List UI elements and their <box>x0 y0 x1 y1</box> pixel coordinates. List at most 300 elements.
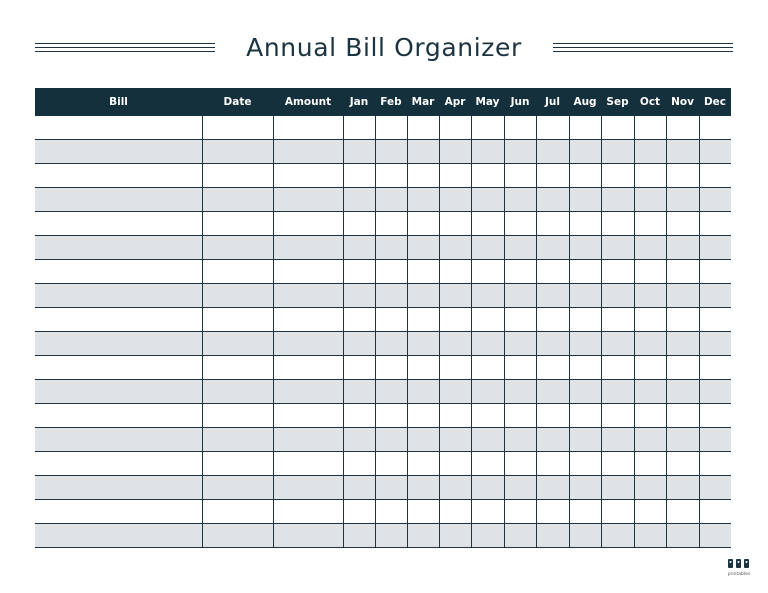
blank-cell[interactable] <box>569 452 601 476</box>
table-row <box>35 212 731 236</box>
table-header-row <box>35 88 731 116</box>
blank-cell[interactable] <box>634 212 666 236</box>
blank-cell[interactable] <box>666 524 699 548</box>
blank-cell[interactable] <box>202 260 273 284</box>
blank-cell[interactable] <box>273 140 343 164</box>
blank-cell[interactable] <box>343 524 375 548</box>
blank-cell[interactable] <box>375 236 407 260</box>
blank-cell[interactable] <box>273 284 343 308</box>
blank-cell[interactable] <box>666 380 699 404</box>
blank-cell[interactable] <box>35 164 202 188</box>
blank-cell[interactable] <box>601 236 634 260</box>
blank-cell[interactable] <box>407 260 439 284</box>
blank-cell[interactable] <box>343 164 375 188</box>
blank-cell[interactable] <box>634 116 666 140</box>
blank-cell[interactable] <box>202 404 273 428</box>
blank-cell[interactable] <box>536 284 569 308</box>
blank-cell[interactable] <box>375 260 407 284</box>
blank-cell[interactable] <box>504 332 536 356</box>
blank-cell[interactable] <box>634 380 666 404</box>
blank-cell[interactable] <box>343 236 375 260</box>
table-row <box>35 236 731 260</box>
blank-cell[interactable] <box>471 404 504 428</box>
blank-cell[interactable] <box>35 428 202 452</box>
blank-cell[interactable] <box>569 308 601 332</box>
blank-cell[interactable] <box>407 116 439 140</box>
blank-cell[interactable] <box>471 284 504 308</box>
blank-cell[interactable] <box>699 332 731 356</box>
blank-cell[interactable] <box>471 476 504 500</box>
table-row <box>35 404 731 428</box>
blank-cell[interactable] <box>569 500 601 524</box>
blank-cell[interactable] <box>504 284 536 308</box>
table-row <box>35 332 731 356</box>
blank-cell[interactable] <box>601 308 634 332</box>
blank-cell[interactable] <box>343 428 375 452</box>
blank-cell[interactable] <box>202 428 273 452</box>
blank-cell[interactable] <box>536 188 569 212</box>
blank-cell[interactable] <box>601 116 634 140</box>
blank-cell[interactable] <box>35 524 202 548</box>
table-row <box>35 356 731 380</box>
blank-cell[interactable] <box>35 404 202 428</box>
blank-cell[interactable] <box>202 476 273 500</box>
blank-cell[interactable] <box>407 140 439 164</box>
blank-cell[interactable] <box>439 188 471 212</box>
blank-cell[interactable] <box>407 212 439 236</box>
blank-cell[interactable] <box>471 332 504 356</box>
blank-cell[interactable] <box>273 500 343 524</box>
blank-cell[interactable] <box>569 380 601 404</box>
blank-cell[interactable] <box>273 476 343 500</box>
blank-cell[interactable] <box>634 524 666 548</box>
blank-cell[interactable] <box>375 404 407 428</box>
blank-cell[interactable] <box>375 164 407 188</box>
blank-cell[interactable] <box>536 236 569 260</box>
blank-cell[interactable] <box>202 332 273 356</box>
blank-cell[interactable] <box>634 308 666 332</box>
blank-cell[interactable] <box>666 356 699 380</box>
blank-cell[interactable] <box>343 284 375 308</box>
blank-cell[interactable] <box>569 284 601 308</box>
blank-cell[interactable] <box>343 452 375 476</box>
blank-cell[interactable] <box>471 260 504 284</box>
blank-cell[interactable] <box>407 524 439 548</box>
blank-cell[interactable] <box>569 140 601 164</box>
blank-cell[interactable] <box>569 476 601 500</box>
blank-cell[interactable] <box>601 404 634 428</box>
blank-cell[interactable] <box>407 236 439 260</box>
blank-cell[interactable] <box>273 236 343 260</box>
blank-cell[interactable] <box>202 356 273 380</box>
blank-cell[interactable] <box>407 188 439 212</box>
blank-cell[interactable] <box>536 428 569 452</box>
blank-cell[interactable] <box>439 524 471 548</box>
blank-cell[interactable] <box>504 164 536 188</box>
blank-cell[interactable] <box>439 308 471 332</box>
blank-cell[interactable] <box>202 140 273 164</box>
blank-cell[interactable] <box>569 428 601 452</box>
blank-cell[interactable] <box>536 332 569 356</box>
blank-cell[interactable] <box>407 428 439 452</box>
blank-cell[interactable] <box>273 524 343 548</box>
table-row <box>35 164 731 188</box>
blank-cell[interactable] <box>699 260 731 284</box>
table-row <box>35 284 731 308</box>
blank-cell[interactable] <box>471 188 504 212</box>
blank-cell[interactable] <box>439 140 471 164</box>
blank-cell[interactable] <box>569 188 601 212</box>
blank-cell[interactable] <box>273 452 343 476</box>
blank-cell[interactable] <box>504 356 536 380</box>
blank-cell[interactable] <box>699 452 731 476</box>
blank-cell[interactable] <box>634 476 666 500</box>
blank-cell[interactable] <box>35 500 202 524</box>
blank-cell[interactable] <box>504 380 536 404</box>
blank-cell[interactable] <box>202 380 273 404</box>
blank-cell[interactable] <box>375 500 407 524</box>
blank-cell[interactable] <box>634 236 666 260</box>
blank-cell[interactable] <box>439 452 471 476</box>
blank-cell[interactable] <box>471 140 504 164</box>
blank-cell[interactable] <box>439 236 471 260</box>
blank-cell[interactable] <box>699 476 731 500</box>
blank-cell[interactable] <box>375 356 407 380</box>
blank-cell[interactable] <box>35 284 202 308</box>
blank-cell[interactable] <box>35 260 202 284</box>
blank-cell[interactable] <box>375 428 407 452</box>
blank-cell[interactable] <box>375 476 407 500</box>
blank-cell[interactable] <box>202 500 273 524</box>
blank-cell[interactable] <box>699 164 731 188</box>
blank-cell[interactable] <box>471 500 504 524</box>
blank-cell[interactable] <box>343 404 375 428</box>
blank-cell[interactable] <box>273 356 343 380</box>
blank-cell[interactable] <box>536 260 569 284</box>
blank-cell[interactable] <box>202 212 273 236</box>
blank-cell[interactable] <box>601 500 634 524</box>
blank-cell[interactable] <box>439 260 471 284</box>
blank-cell[interactable] <box>375 116 407 140</box>
blank-cell[interactable] <box>439 500 471 524</box>
blank-cell[interactable] <box>536 524 569 548</box>
blank-cell[interactable] <box>569 116 601 140</box>
blank-cell[interactable] <box>666 308 699 332</box>
blank-cell[interactable] <box>666 164 699 188</box>
blank-cell[interactable] <box>273 188 343 212</box>
blank-cell[interactable] <box>601 476 634 500</box>
column-header-aug: Aug <box>569 88 601 116</box>
blank-cell[interactable] <box>536 164 569 188</box>
blank-cell[interactable] <box>343 188 375 212</box>
blank-cell[interactable] <box>699 284 731 308</box>
column-header-apr: Apr <box>439 88 471 116</box>
blank-cell[interactable] <box>439 356 471 380</box>
blank-cell[interactable] <box>504 116 536 140</box>
blank-cell[interactable] <box>634 140 666 164</box>
blank-cell[interactable] <box>35 308 202 332</box>
blank-cell[interactable] <box>202 116 273 140</box>
blank-cell[interactable] <box>407 284 439 308</box>
blank-cell[interactable] <box>471 212 504 236</box>
blank-cell[interactable] <box>471 524 504 548</box>
blank-cell[interactable] <box>202 308 273 332</box>
column-header-nov: Nov <box>666 88 699 116</box>
blank-cell[interactable] <box>407 308 439 332</box>
blank-cell[interactable] <box>504 428 536 452</box>
blank-cell[interactable] <box>471 236 504 260</box>
blank-cell[interactable] <box>471 164 504 188</box>
blank-cell[interactable] <box>666 212 699 236</box>
blank-cell[interactable] <box>634 404 666 428</box>
table-row <box>35 140 731 164</box>
blank-cell[interactable] <box>601 380 634 404</box>
blank-cell[interactable] <box>375 212 407 236</box>
blank-cell[interactable] <box>375 140 407 164</box>
blank-cell[interactable] <box>536 140 569 164</box>
blank-cell[interactable] <box>634 500 666 524</box>
table-row <box>35 452 731 476</box>
blank-cell[interactable] <box>343 260 375 284</box>
blank-cell[interactable] <box>375 308 407 332</box>
blank-cell[interactable] <box>699 116 731 140</box>
table-row <box>35 524 731 548</box>
blank-cell[interactable] <box>601 284 634 308</box>
blank-cell[interactable] <box>569 332 601 356</box>
blank-cell[interactable] <box>343 356 375 380</box>
blank-cell[interactable] <box>666 476 699 500</box>
blank-cell[interactable] <box>504 404 536 428</box>
column-header-feb: Feb <box>375 88 407 116</box>
blank-cell[interactable] <box>699 404 731 428</box>
blank-cell[interactable] <box>634 356 666 380</box>
blank-cell[interactable] <box>202 284 273 308</box>
blank-cell[interactable] <box>35 476 202 500</box>
blank-cell[interactable] <box>504 260 536 284</box>
blank-cell[interactable] <box>471 116 504 140</box>
blank-cell[interactable] <box>666 332 699 356</box>
blank-cell[interactable] <box>375 188 407 212</box>
blank-cell[interactable] <box>273 332 343 356</box>
blank-cell[interactable] <box>699 356 731 380</box>
table-row <box>35 500 731 524</box>
title-decoration-right <box>553 43 733 54</box>
blank-cell[interactable] <box>634 428 666 452</box>
blank-cell[interactable] <box>273 260 343 284</box>
blank-cell[interactable] <box>35 212 202 236</box>
blank-cell[interactable] <box>439 476 471 500</box>
column-header-sep: Sep <box>601 88 634 116</box>
blank-cell[interactable] <box>569 260 601 284</box>
title-row <box>0 28 768 68</box>
blank-cell[interactable] <box>569 404 601 428</box>
blank-cell[interactable] <box>666 404 699 428</box>
blank-cell[interactable] <box>35 140 202 164</box>
blank-cell[interactable] <box>601 452 634 476</box>
blank-cell[interactable] <box>536 380 569 404</box>
blank-cell[interactable] <box>504 236 536 260</box>
blank-cell[interactable] <box>471 428 504 452</box>
blank-cell[interactable] <box>35 116 202 140</box>
blank-cell[interactable] <box>202 188 273 212</box>
blank-cell[interactable] <box>536 308 569 332</box>
blank-cell[interactable] <box>699 212 731 236</box>
blank-cell[interactable] <box>202 524 273 548</box>
blank-cell[interactable] <box>601 212 634 236</box>
blank-cell[interactable] <box>35 452 202 476</box>
blank-cell[interactable] <box>504 500 536 524</box>
blank-cell[interactable] <box>471 380 504 404</box>
blank-cell[interactable] <box>504 476 536 500</box>
blank-cell[interactable] <box>202 452 273 476</box>
blank-cell[interactable] <box>601 164 634 188</box>
blank-cell[interactable] <box>601 260 634 284</box>
column-header-bill: Bill <box>35 88 202 116</box>
blank-cell[interactable] <box>634 284 666 308</box>
blank-cell[interactable] <box>536 500 569 524</box>
blank-cell[interactable] <box>273 428 343 452</box>
blank-cell[interactable] <box>273 380 343 404</box>
blank-cell[interactable] <box>634 164 666 188</box>
blank-cell[interactable] <box>666 140 699 164</box>
blank-cell[interactable] <box>504 308 536 332</box>
blank-cell[interactable] <box>471 452 504 476</box>
column-header-amount: Amount <box>273 88 343 116</box>
blank-cell[interactable] <box>699 308 731 332</box>
printables-logo-text: printables <box>727 572 751 577</box>
column-header-jan: Jan <box>343 88 375 116</box>
blank-cell[interactable] <box>343 332 375 356</box>
blank-cell[interactable] <box>569 356 601 380</box>
blank-cell[interactable] <box>699 500 731 524</box>
blank-cell[interactable] <box>35 188 202 212</box>
blank-cell[interactable] <box>439 332 471 356</box>
title-decoration-left <box>35 43 215 54</box>
blank-cell[interactable] <box>536 404 569 428</box>
blank-cell[interactable] <box>601 356 634 380</box>
blank-cell[interactable] <box>569 236 601 260</box>
blank-cell[interactable] <box>666 428 699 452</box>
blank-cell[interactable] <box>601 140 634 164</box>
blank-cell[interactable] <box>536 452 569 476</box>
blank-cell[interactable] <box>439 284 471 308</box>
blank-cell[interactable] <box>699 524 731 548</box>
blank-cell[interactable] <box>273 308 343 332</box>
blank-cell[interactable] <box>407 356 439 380</box>
blank-cell[interactable] <box>439 116 471 140</box>
blank-cell[interactable] <box>375 524 407 548</box>
blank-cell[interactable] <box>699 188 731 212</box>
blank-cell[interactable] <box>504 140 536 164</box>
blank-cell[interactable] <box>35 380 202 404</box>
blank-cell[interactable] <box>536 476 569 500</box>
column-header-oct: Oct <box>634 88 666 116</box>
blank-cell[interactable] <box>504 524 536 548</box>
blank-cell[interactable] <box>273 116 343 140</box>
blank-cell[interactable] <box>601 428 634 452</box>
blank-cell[interactable] <box>35 332 202 356</box>
blank-cell[interactable] <box>35 356 202 380</box>
blank-cell[interactable] <box>699 140 731 164</box>
blank-cell[interactable] <box>569 164 601 188</box>
blank-cell[interactable] <box>601 332 634 356</box>
blank-cell[interactable] <box>666 260 699 284</box>
blank-cell[interactable] <box>601 188 634 212</box>
blank-cell[interactable] <box>375 452 407 476</box>
blank-cell[interactable] <box>536 212 569 236</box>
blank-cell[interactable] <box>666 500 699 524</box>
blank-cell[interactable] <box>699 380 731 404</box>
blank-cell[interactable] <box>504 212 536 236</box>
blank-cell[interactable] <box>343 308 375 332</box>
blank-cell[interactable] <box>273 212 343 236</box>
blank-cell[interactable] <box>666 116 699 140</box>
blank-cell[interactable] <box>634 452 666 476</box>
blank-cell[interactable] <box>439 404 471 428</box>
blank-cell[interactable] <box>343 476 375 500</box>
blank-cell[interactable] <box>407 500 439 524</box>
blank-cell[interactable] <box>439 428 471 452</box>
blank-cell[interactable] <box>634 332 666 356</box>
blank-cell[interactable] <box>439 212 471 236</box>
blank-cell[interactable] <box>569 212 601 236</box>
blank-cell[interactable] <box>666 284 699 308</box>
blank-cell[interactable] <box>699 236 731 260</box>
blank-cell[interactable] <box>569 524 601 548</box>
blank-cell[interactable] <box>202 164 273 188</box>
table-row <box>35 188 731 212</box>
column-header-date: Date <box>202 88 273 116</box>
blank-cell[interactable] <box>601 524 634 548</box>
blank-cell[interactable] <box>407 380 439 404</box>
table-row <box>35 476 731 500</box>
blank-cell[interactable] <box>407 452 439 476</box>
blank-cell[interactable] <box>504 188 536 212</box>
blank-cell[interactable] <box>343 140 375 164</box>
blank-cell[interactable] <box>699 428 731 452</box>
blank-cell[interactable] <box>439 164 471 188</box>
blank-cell[interactable] <box>202 236 273 260</box>
blank-cell[interactable] <box>35 236 202 260</box>
table-row <box>35 260 731 284</box>
blank-cell[interactable] <box>407 404 439 428</box>
blank-cell[interactable] <box>273 404 343 428</box>
blank-cell[interactable] <box>471 308 504 332</box>
blank-cell[interactable] <box>504 452 536 476</box>
blank-cell[interactable] <box>375 380 407 404</box>
blank-cell[interactable] <box>634 260 666 284</box>
column-header-jul: Jul <box>536 88 569 116</box>
blank-cell[interactable] <box>666 236 699 260</box>
blank-cell[interactable] <box>536 356 569 380</box>
blank-cell[interactable] <box>407 164 439 188</box>
blank-cell[interactable] <box>343 116 375 140</box>
blank-cell[interactable] <box>343 380 375 404</box>
blank-cell[interactable] <box>407 476 439 500</box>
blank-cell[interactable] <box>407 332 439 356</box>
blank-cell[interactable] <box>666 452 699 476</box>
blank-cell[interactable] <box>273 164 343 188</box>
blank-cell[interactable] <box>343 500 375 524</box>
blank-cell[interactable] <box>439 380 471 404</box>
blank-cell[interactable] <box>666 188 699 212</box>
blank-cell[interactable] <box>634 188 666 212</box>
blank-cell[interactable] <box>536 116 569 140</box>
blank-cell[interactable] <box>375 332 407 356</box>
blank-cell[interactable] <box>343 212 375 236</box>
blank-cell[interactable] <box>471 356 504 380</box>
blank-cell[interactable] <box>375 284 407 308</box>
